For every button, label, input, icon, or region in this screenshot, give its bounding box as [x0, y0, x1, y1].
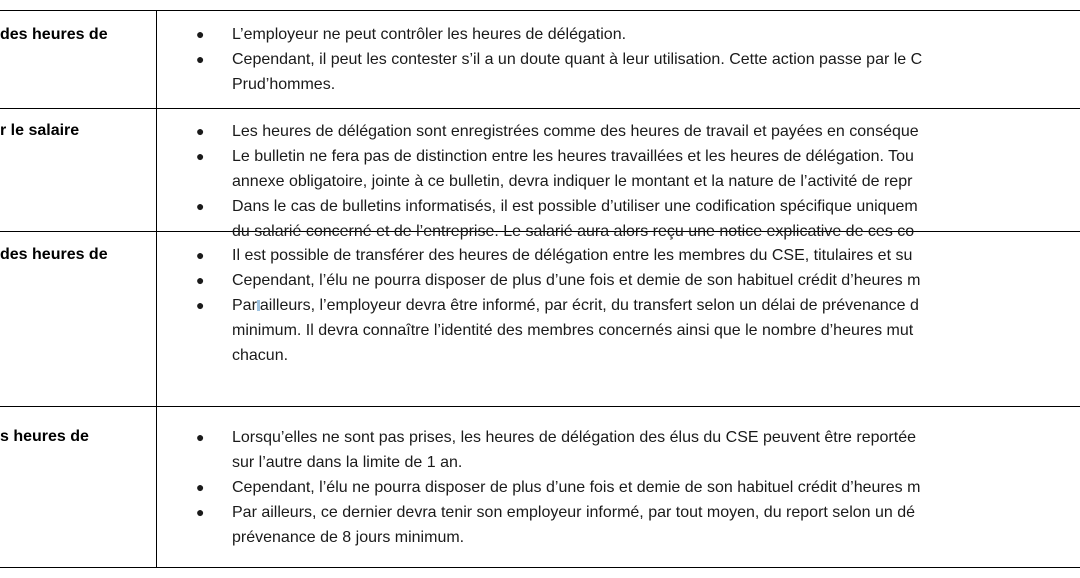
text-line: sur l’autre dans la limite de 1 an. [232, 454, 463, 471]
list-item [196, 243, 1080, 268]
bullet-icon: ● [196, 26, 205, 42]
bullet-icon: ● [196, 247, 205, 263]
list-item [196, 425, 1080, 475]
list-item [196, 47, 1080, 97]
bullet-list [196, 425, 1080, 550]
text-line: Le bulletin ne fera pas de distinction entre les heures travaillées et les heures de délégation. Tou [232, 148, 914, 165]
bullet-icon: ● [196, 123, 205, 139]
text-fragment: ailleurs, l’employeur devra être informé, par écrit, du transfert selon un délai de prévenance d [259, 297, 919, 314]
bullet-icon: ● [196, 297, 205, 313]
bullet-icon: ● [196, 272, 205, 288]
text-line: prévenance de 8 jours minimum. [232, 529, 465, 546]
text-line: Cependant, l’élu ne pourra disposer de plus d’une fois et demie de son habituel crédit d’heures m [232, 272, 921, 289]
text-line: Par ailleurs, ce dernier devra tenir son employeur informé, par tout moyen, du report selon un dé [232, 504, 916, 521]
list-item [196, 119, 1080, 144]
column-divider [156, 407, 157, 567]
text-line: Lorsqu’elles ne sont pas prises, les heures de délégation des élus du CSE peuvent être reportée [232, 429, 916, 446]
column-divider [156, 11, 157, 108]
text-line: Cependant, il peut les contester s’il a un doute quant à leur utilisation. Cette action passe par le C [232, 51, 923, 68]
text-line: chacun. [232, 347, 289, 364]
list-item [196, 144, 1080, 194]
row-title: r le salaire [0, 122, 80, 139]
list-item [196, 268, 1080, 293]
row-title: des heures de [0, 246, 108, 263]
bullet-list [196, 119, 1080, 244]
list-item [196, 475, 1080, 500]
table-row [0, 232, 1080, 407]
bullet-icon: ● [196, 479, 205, 495]
column-divider [156, 232, 157, 406]
column-divider [156, 109, 157, 231]
list-item [196, 293, 1080, 368]
text-line [232, 293, 1080, 318]
text-line: Dans le cas de bulletins informatisés, il est possible d’utiliser une codification spécifique uniquem [232, 198, 918, 215]
table-row [0, 407, 1080, 568]
bullet-icon: ● [196, 504, 205, 520]
list-item [196, 22, 1080, 47]
text-fragment: Par [232, 297, 257, 314]
row-title: s heures de [0, 428, 89, 445]
bullet-list [196, 22, 1080, 97]
list-item [196, 500, 1080, 550]
text-line: minimum. Il devra connaître l’identité des membres concernés ainsi que le nombre d’heures mut [232, 322, 914, 339]
text-line: annexe obligatoire, jointe à ce bulletin, devra indiquer le montant et la nature de l’activité de repr [232, 173, 913, 190]
text-line: Cependant, l’élu ne pourra disposer de plus d’une fois et demie de son habituel crédit d’heures m [232, 479, 921, 496]
bullet-list [196, 243, 1080, 368]
bullet-icon: ● [196, 51, 205, 67]
text-line: Prud’hommes. [232, 76, 336, 93]
table-row [0, 10, 1080, 109]
row-title: des heures de [0, 26, 108, 43]
bullet-icon: ● [196, 198, 205, 214]
bullet-icon: ● [196, 429, 205, 445]
table-row [0, 109, 1080, 240]
text-line: du salarié concerné et de l’entreprise. Le salarié aura alors reçu une notice explicative de ces co [232, 223, 915, 240]
text-line: L’employeur ne peut contrôler les heures de délégation. [232, 26, 627, 43]
text-line: Les heures de délégation sont enregistrées comme des heures de travail et payées en conséque [232, 123, 919, 140]
text-line: Il est possible de transférer des heures de délégation entre les membres du CSE, titulaires et su [232, 247, 913, 264]
bullet-icon: ● [196, 148, 205, 164]
